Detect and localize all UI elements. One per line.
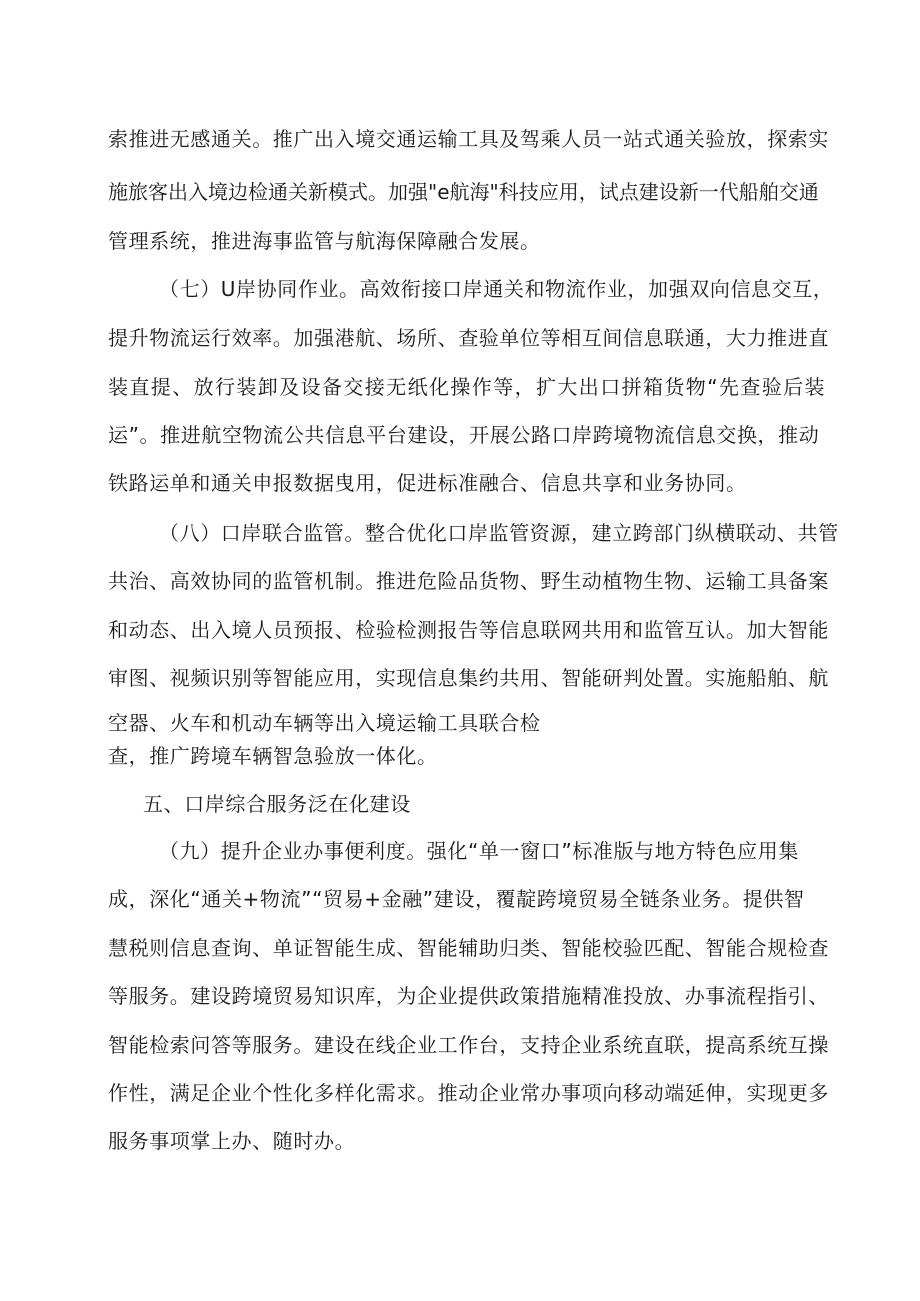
text-line-21: 作性，满足企业个性化多样化需求。推动企业常办事项向移动端延伸，实现更多 xyxy=(108,1081,829,1105)
text-line-14: 查，推广跨境车辆智急验放一体化。 xyxy=(108,744,438,768)
paragraph-8-heading-line: （八）口岸联合监管。整合优化口岸监管资源，建立跨部门纵横联动、共管 xyxy=(159,521,839,545)
text-line-2: 施旅客出入境边检通关新模式。加强"e航海"科技应用，试点建设新一代船舶交通 xyxy=(108,180,819,204)
text-line-12: 审图、视频识别等智能应用，实现信息集约共用、智能研判处置。实施船舶、航 xyxy=(108,666,829,690)
paragraph-7-heading-line: （七）U岸协同作业。高效衔接口岸通关和物流作业，加强双向信息交互， xyxy=(159,277,834,301)
text-line-1: 索推进无感通关。推广出入境交通运输工具及驾乘人员一站式通关验放，探索实 xyxy=(108,127,829,151)
text-line-19: 等服务。建设跨境贸易知识库，为企业提供政策措施精准投放、办事流程指引、 xyxy=(108,984,829,1008)
section-heading-5: 五、口岸综合服务泛在化建设 xyxy=(143,792,411,816)
text-line-20: 智能检索问答等服务。建设在线企业工作台，支持企业系统直联，提高系统互操 xyxy=(108,1033,829,1057)
text-line-5: 提升物流运行效率。加强港航、场所、查验单位等相互间信息联通，大力推进直 xyxy=(108,326,829,350)
text-line-10: 共治、高效协同的监管机制。推进危险品货物、野生动植物生物、运输工具备案 xyxy=(108,569,829,593)
text-line-11: 和动态、出入境人员预报、检验检测报告等信息联网共用和监管互认。加大智能 xyxy=(108,618,829,642)
text-line-8: 铁路运单和通关申报数据曳用，促进标准融合、信息共享和业务协同。 xyxy=(108,471,747,495)
text-line-3: 管理系统，推进海事监管与航海保障融合发展。 xyxy=(108,229,541,253)
paragraph-9-heading-line: （九）提升企业办事便利度。强化“单一窗口”标准版与地方特色应用集 xyxy=(159,839,799,863)
text-line-13: 空器、火车和机动车辆等出入境运输工具联合检 xyxy=(108,711,541,735)
text-line-17: 成，深化“通关+物流”“贸易+金融”建设，覆靛跨境贸易全链条业务。提供智 xyxy=(108,887,805,911)
text-line-6: 装直提、放行装卸及设备交接无纸化操作等，扩大出口拼箱货物“先查验后装 xyxy=(108,375,826,399)
text-line-18: 慧税则信息查询、单证智能生成、智能辅助归类、智能校验匹配、智能合规检查 xyxy=(108,936,829,960)
text-line-7: 运”。推进航空物流公共信息平台建设，开展公路口岸跨境物流信息交换，推动 xyxy=(108,423,820,447)
text-line-22: 服务事项掌上办、随时办。 xyxy=(108,1129,356,1153)
